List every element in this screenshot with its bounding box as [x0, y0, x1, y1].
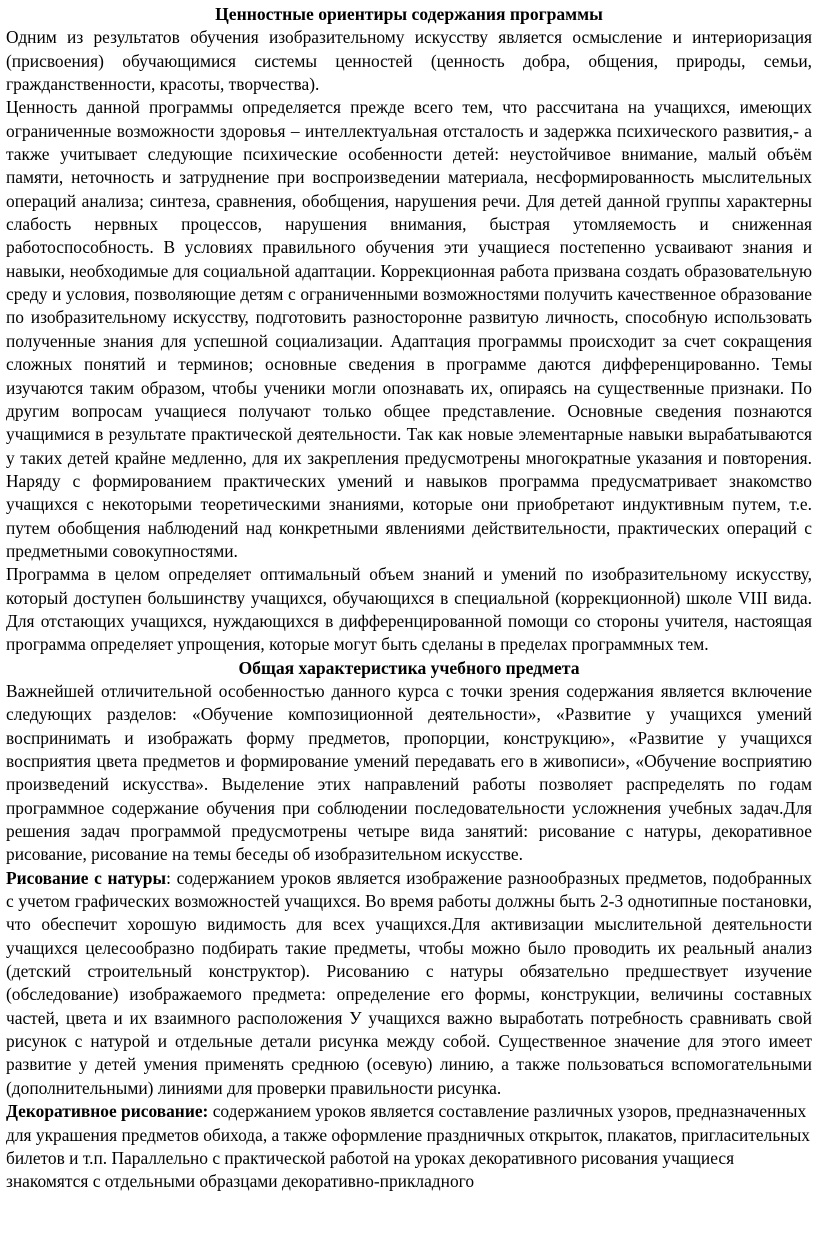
course-features-text: Важнейшей отличительной особенностью данного курса с точки зрения содержания является включение следующих разделов: «Обучение композиционной деятельности», «Развитие у учащихся умений воспринимать и изображать форму предметов, пропорции, конструкцию», «Развитие у учащихся восприятия цвета предметов и формирование умений передавать его в живописи», «Обучение восприятию произведений искусства». Выделение этих направлений работы позволяет распределять по годам программное содержание обучения при соблюдении последовательности усложнения учебных задач.: [6, 680, 812, 818]
paragraph-decorative-drawing: [6, 1100, 812, 1193]
paragraph-results: Одним из результатов обучения изобразительному искусству является осмысление и интериоризация (присвоения) обучающимися системы ценностей (ценность добра, общения, природы, семьи, гражданственности, красоты, творчества).: [6, 27, 812, 95]
paragraph-program-scope: Программа в целом определяет оптимальный объем знаний и умений по изобразительному искусству, который доступен большинству учащихся, обучающихся в специальной (коррекционной) школе VIII вида. Для отстающих учащихся, нуждающихся в дифференцированной помощи со стороны учителя, настоящая программа определяет упрощения, которые могут быть сделаны в пределах программных тем.: [6, 564, 812, 655]
paragraph-course-features: [6, 680, 812, 867]
drawing-from-nature-term: Рисование с натуры: [6, 867, 167, 888]
section-title-characteristics: Общая характеристика учебного предмета: [238, 657, 580, 678]
paragraph-program-value: Ценность данной программы определяется прежде всего тем, что рассчитана на учащихся, имеющих ограниченные возможности здоровья – интеллектуальная отсталость и задержка психического развития,- а также учитывает следующие психические особенности детей: неустойчивое внимание, малый объём памяти, неточность и затруднение при воспроизведении материала, несформированность мыслительных операций анализа; синтеза, сравнения, обобщения, нарушения речи. Для детей данной группы характерны слабость нервных процессов, нарушения внимания, быстрая утомляемость и сниженная работоспособность. В условиях правильного обучения эти учащиеся постепенно усваивают знания и навыки, необходимые для социальной адаптации. Коррекционная работа призвана создать образовательную среду и условия, позволяющие детям с ограниченными возможностями получить качественное образование по изобразительному искусству, подготовить разносторонне развитую личность, способную использовать полученные знания для успешной социализации. Адаптация программы происходит за счет сокращения сложных понятий и терминов; основные сведения в программе даются дифференцированно. Темы изучаются таким образом, чтобы ученики могли опознавать их, опираясь на существенные признаки. По другим вопросам учащиеся получают только общее представление. Основные сведения познаются учащимися в результате практической деятельности. Так как новые элементарные навыки вырабатываются у таких детей крайне медленно, для их закрепления предусмотрены многократные указания и повторения. Наряду с формированием практических умений и навыков программа предусматривает знакомство учащихся с некоторыми теоретическими знаниями, которые они приобретают индуктивным путем, т.е. путем обобщения наблюдений над конкретными явлениями действительности, практических операций с предметными совокупностями.: [6, 97, 812, 561]
decorative-drawing-text: содержанием уроков является составление различных узоров, предназначенных для украшения предметов обихода, а также оформление праздничных открыток, плакатов, пригласительных билетов и т.п. Параллельно с практической работой на уроках декоративного рисования учащиеся знакомятся с отдельными образцами декоративно-прикладного: [6, 1101, 810, 1192]
drawing-from-nature-text: : содержанием уроков является изображение разнообразных предметов, подобранных с учетом графических возможностей учащихся. Во время работы должны быть 2-3 однотипные постановки, что обеспечит хорошую видимость для всех учащихся.Для активизации мыслительной деятельности учащихся целесообразно подбирать такие предметы, чтобы можно было проводить их реальный анализ (детский строительный конструктор). Рисованию с натуры обязательно предшествует изучение (обследование) изображаемого предмета: определение его формы, конструкции, величины составных частей, цвета и их взаимного расположения У учащихся важно выработать потребность сравнивать свой рисунок с натурой и отдельные детали рисунка между собой. Существенное значение для этого имеет развитие у детей умения применять среднюю (осевую) линию, а также пользоваться вспомогательными (дополнительными) линиями для проверки правильности рисунка.: [6, 867, 812, 1098]
paragraph-drawing-from-nature: [6, 867, 812, 1100]
section-title-values: Ценностные ориентиры содержания программы: [215, 4, 603, 24]
lesson-types-text: Для решения задач программой предусмотрены четыре вида занятий: рисование с натуры, декоративное рисование, рисование на темы беседы об изобразительном искусстве.: [6, 797, 812, 865]
decorative-drawing-term: Декоративное рисование:: [6, 1101, 209, 1122]
